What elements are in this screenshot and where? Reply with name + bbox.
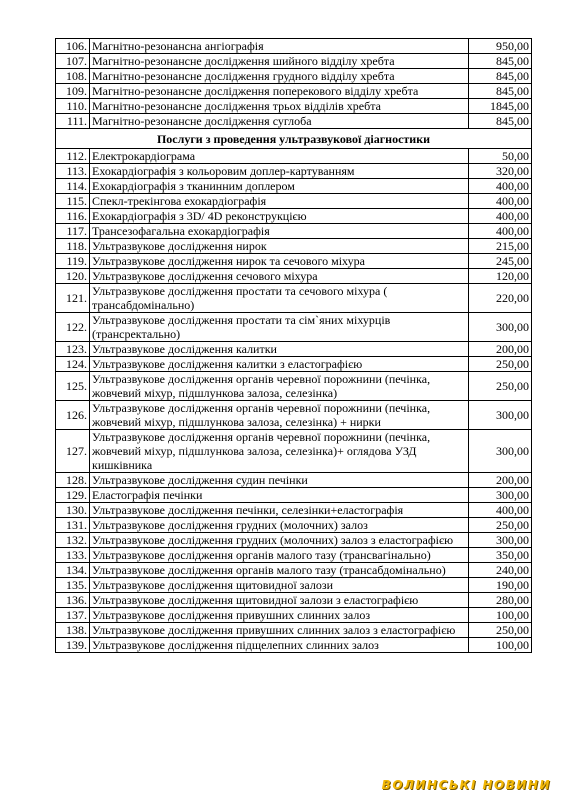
row-number: 124. [56, 357, 90, 372]
service-price: 100,00 [469, 608, 532, 623]
service-price: 250,00 [469, 357, 532, 372]
row-number: 109. [56, 84, 90, 99]
service-name: Ультразвукове дослідження судин печінки [90, 473, 469, 488]
table-row [56, 503, 532, 518]
service-name: Ультразвукове дослідження нирок та сечового міхура [90, 254, 469, 269]
table-row [56, 239, 532, 254]
row-number: 137. [56, 608, 90, 623]
table-row [56, 548, 532, 563]
service-name: Ультразвукове дослідження органів черевної порожнини (печінка, жовчевий міхур, підшлункова залоза, селезінка) [90, 372, 469, 401]
table-row [56, 623, 532, 638]
service-name: Ультразвукове дослідження нирок [90, 239, 469, 254]
table-row [56, 608, 532, 623]
row-number: 107. [56, 54, 90, 69]
table-row [56, 357, 532, 372]
row-number: 113. [56, 164, 90, 179]
row-number: 135. [56, 578, 90, 593]
table-row [56, 164, 532, 179]
row-number: 116. [56, 209, 90, 224]
service-name: Магнітно-резонансне дослідження поперекового відділу хребта [90, 84, 469, 99]
service-name: Ультразвукове дослідження органів черевної порожнини (печінка, жовчевий міхур, підшлункова залоза, селезінка) + нирки [90, 401, 469, 430]
table-row [56, 638, 532, 653]
service-name: Еластографія печінки [90, 488, 469, 503]
service-name: Ехокардіографія з кольоровим доплер-картуванням [90, 164, 469, 179]
section-row [56, 129, 532, 149]
service-price: 220,00 [469, 284, 532, 313]
table-row [56, 518, 532, 533]
service-price: 400,00 [469, 194, 532, 209]
service-name: Ультразвукове дослідження щитовидної залози [90, 578, 469, 593]
row-number: 108. [56, 69, 90, 84]
row-number: 132. [56, 533, 90, 548]
table-row [56, 578, 532, 593]
service-name: Ультразвукове дослідження сечового міхура [90, 269, 469, 284]
service-price: 845,00 [469, 84, 532, 99]
row-number: 114. [56, 179, 90, 194]
service-price: 280,00 [469, 593, 532, 608]
service-name: Ехокардіографія з 3D/ 4D реконструкцією [90, 209, 469, 224]
service-price: 250,00 [469, 372, 532, 401]
table-row [56, 269, 532, 284]
service-price: 1845,00 [469, 99, 532, 114]
row-number: 119. [56, 254, 90, 269]
service-price: 300,00 [469, 313, 532, 342]
table-row [56, 99, 532, 114]
table-row [56, 209, 532, 224]
service-price: 400,00 [469, 179, 532, 194]
service-name: Ультразвукове дослідження калитки [90, 342, 469, 357]
row-number: 122. [56, 313, 90, 342]
service-name: Електрокардіограма [90, 149, 469, 164]
table-row [56, 54, 532, 69]
row-number: 139. [56, 638, 90, 653]
row-number: 118. [56, 239, 90, 254]
table-row [56, 401, 532, 430]
service-price: 215,00 [469, 239, 532, 254]
table-row [56, 284, 532, 313]
service-name: Ультразвукове дослідження органів малого тазу (трансвагінально) [90, 548, 469, 563]
service-name: Ультразвукове дослідження калитки з еластографією [90, 357, 469, 372]
table-row [56, 114, 532, 129]
row-number: 138. [56, 623, 90, 638]
table-row [56, 313, 532, 342]
service-name: Магнітно-резонансне дослідження шийного відділу хребта [90, 54, 469, 69]
row-number: 112. [56, 149, 90, 164]
service-name: Ультразвукове дослідження органів черевної порожнини (печінка, жовчевий міхур, підшлункова залоза, селезінка)+ оглядова УЗД кишківника [90, 430, 469, 473]
service-name: Ультразвукове дослідження грудних (молочних) залоз з еластографією [90, 533, 469, 548]
service-name: Ультразвукове дослідження привушних слинних залоз [90, 608, 469, 623]
row-number: 127. [56, 430, 90, 473]
row-number: 115. [56, 194, 90, 209]
row-number: 131. [56, 518, 90, 533]
row-number: 130. [56, 503, 90, 518]
service-price: 300,00 [469, 533, 532, 548]
service-price: 50,00 [469, 149, 532, 164]
row-number: 117. [56, 224, 90, 239]
service-name: Ультразвукове дослідження підщелепних слинних залоз [90, 638, 469, 653]
table-section-header [56, 129, 532, 149]
service-price: 845,00 [469, 54, 532, 69]
service-name: Ультразвукове дослідження печінки, селезінки+еластографія [90, 503, 469, 518]
service-price: 120,00 [469, 269, 532, 284]
service-price: 245,00 [469, 254, 532, 269]
row-number: 110. [56, 99, 90, 114]
row-number: 134. [56, 563, 90, 578]
service-name: Ультразвукове дослідження простати та сечового міхура ( трансабдомінально) [90, 284, 469, 313]
row-number: 121. [56, 284, 90, 313]
row-number: 126. [56, 401, 90, 430]
service-name: Ультразвукове дослідження простати та сім`яних міхурців (трансректально) [90, 313, 469, 342]
service-price: 100,00 [469, 638, 532, 653]
table-row [56, 254, 532, 269]
table-row [56, 563, 532, 578]
table-row [56, 473, 532, 488]
service-name: Магнітно-резонансне дослідження грудного відділу хребта [90, 69, 469, 84]
service-price: 300,00 [469, 401, 532, 430]
service-price: 300,00 [469, 488, 532, 503]
service-price: 320,00 [469, 164, 532, 179]
row-number: 123. [56, 342, 90, 357]
table-row [56, 84, 532, 99]
service-name: Магнітно-резонансне дослідження суглоба [90, 114, 469, 129]
service-price: 950,00 [469, 39, 532, 54]
row-number: 128. [56, 473, 90, 488]
row-number: 136. [56, 593, 90, 608]
table-row [56, 149, 532, 164]
table-row [56, 69, 532, 84]
row-number: 129. [56, 488, 90, 503]
service-name: Ультразвукове дослідження привушних слинних залоз з еластографією [90, 623, 469, 638]
price-table [55, 38, 532, 653]
table-row [56, 488, 532, 503]
service-name: Спекл-трекінгова ехокардіографія [90, 194, 469, 209]
service-price: 300,00 [469, 430, 532, 473]
table-row [56, 39, 532, 54]
service-price: 400,00 [469, 224, 532, 239]
service-name: Ультразвукове дослідження щитовидної залози з еластографією [90, 593, 469, 608]
service-name: Магнітно-резонансне дослідження трьох відділів хребта [90, 99, 469, 114]
table-row [56, 342, 532, 357]
table-row [56, 372, 532, 401]
table-row [56, 224, 532, 239]
row-number: 106. [56, 39, 90, 54]
service-price: 240,00 [469, 563, 532, 578]
service-name: Ехокардіографія з тканинним доплером [90, 179, 469, 194]
watermark-logo: ВОЛИНСЬКІ НОВИНИ [381, 778, 551, 792]
service-name: Магнітно-резонансна ангіографія [90, 39, 469, 54]
table-row [56, 194, 532, 209]
row-number: 125. [56, 372, 90, 401]
table-row [56, 430, 532, 473]
row-number: 120. [56, 269, 90, 284]
service-price: 400,00 [469, 209, 532, 224]
service-name: Трансезофагальна ехокардіографія [90, 224, 469, 239]
service-price: 845,00 [469, 114, 532, 129]
table-body-mri [56, 39, 532, 129]
service-price: 400,00 [469, 503, 532, 518]
service-name: Ультразвукове дослідження органів малого тазу (трансабдомінально) [90, 563, 469, 578]
table-row [56, 593, 532, 608]
service-price: 200,00 [469, 342, 532, 357]
section-title: Послуги з проведення ультразвукової діагностики [56, 129, 532, 149]
service-price: 250,00 [469, 518, 532, 533]
service-price: 250,00 [469, 623, 532, 638]
service-name: Ультразвукове дослідження грудних (молочних) залоз [90, 518, 469, 533]
row-number: 111. [56, 114, 90, 129]
service-price: 200,00 [469, 473, 532, 488]
table-row [56, 179, 532, 194]
table-row [56, 533, 532, 548]
service-price: 350,00 [469, 548, 532, 563]
table-body-ultrasound [56, 149, 532, 653]
service-price: 845,00 [469, 69, 532, 84]
row-number: 133. [56, 548, 90, 563]
service-price: 190,00 [469, 578, 532, 593]
